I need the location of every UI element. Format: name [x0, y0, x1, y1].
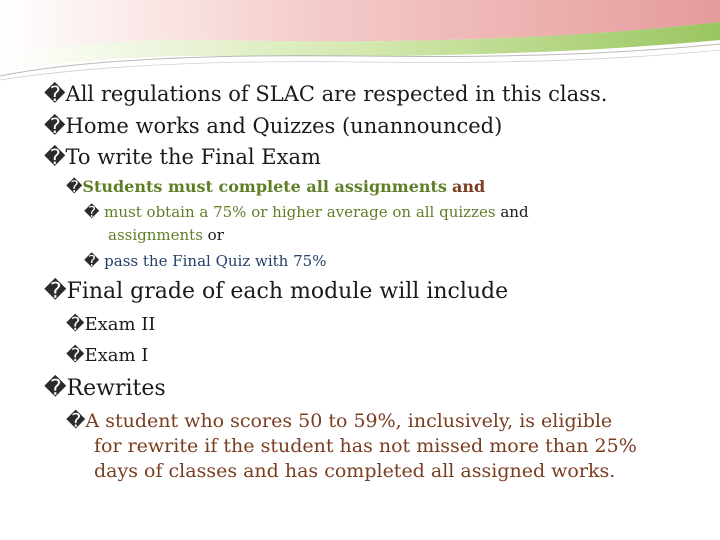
bullet-text-emphasis: must obtain a 75% or higher average on all quizzes [104, 203, 496, 221]
bullet-text-connector: or [207, 226, 224, 244]
bullet-text: To write the Final Exam [65, 145, 321, 169]
bullet-item [44, 376, 166, 401]
sub-sub-bullet-continuation [108, 226, 224, 244]
bullet-marker-icon: � [66, 177, 83, 196]
bullet-marker-icon: � [84, 203, 100, 221]
bullet-text: Home works and Quizzes (unannounced) [65, 114, 503, 138]
sub-bullet-continuation [94, 435, 637, 457]
bullet-text: Exam I [84, 345, 149, 366]
bullet-text: All regulations of SLAC are respected in this class. [65, 82, 608, 106]
bullet-text: days of classes and has completed all assigned works. [94, 460, 616, 482]
bullet-text-connector: and [452, 177, 486, 196]
bullet-text: Exam II [84, 314, 156, 335]
bullet-item [44, 82, 607, 106]
sub-bullet-item [66, 177, 485, 196]
sub-sub-bullet-item [84, 252, 326, 270]
bullet-item [44, 279, 508, 304]
bullet-text: Final grade of each module will include [66, 279, 509, 304]
bullet-item [44, 145, 321, 169]
bullet-text-emphasis: assignments [108, 226, 203, 244]
bullet-item [44, 114, 502, 138]
bullet-marker-icon: � [44, 82, 66, 106]
bullet-marker-icon: � [66, 410, 86, 432]
sub-bullet-continuation [94, 460, 615, 482]
bullet-marker-icon: � [44, 114, 66, 138]
sub-bullet-item [66, 410, 612, 432]
sub-bullet-item [66, 345, 148, 366]
bullet-text: A student who scores 50 to 59%, inclusively, is eligible [85, 410, 613, 432]
bullet-text-connector: and [500, 203, 529, 221]
bullet-marker-icon: � [84, 252, 100, 270]
bullet-text: for rewrite if the student has not missed more than 25% [94, 435, 637, 457]
sub-bullet-item [66, 314, 156, 335]
bullet-marker-icon: � [66, 345, 85, 366]
bullet-text-emphasis: pass the Final Quiz with 75% [104, 252, 327, 270]
bullet-marker-icon: � [66, 314, 85, 335]
bullet-marker-icon: � [44, 279, 67, 304]
bullet-text-emphasis: Students must complete all assignments [82, 177, 447, 196]
bullet-marker-icon: � [44, 145, 66, 169]
sub-sub-bullet-item [84, 203, 529, 221]
bullet-marker-icon: � [44, 376, 67, 401]
bullet-text: Rewrites [66, 376, 166, 401]
